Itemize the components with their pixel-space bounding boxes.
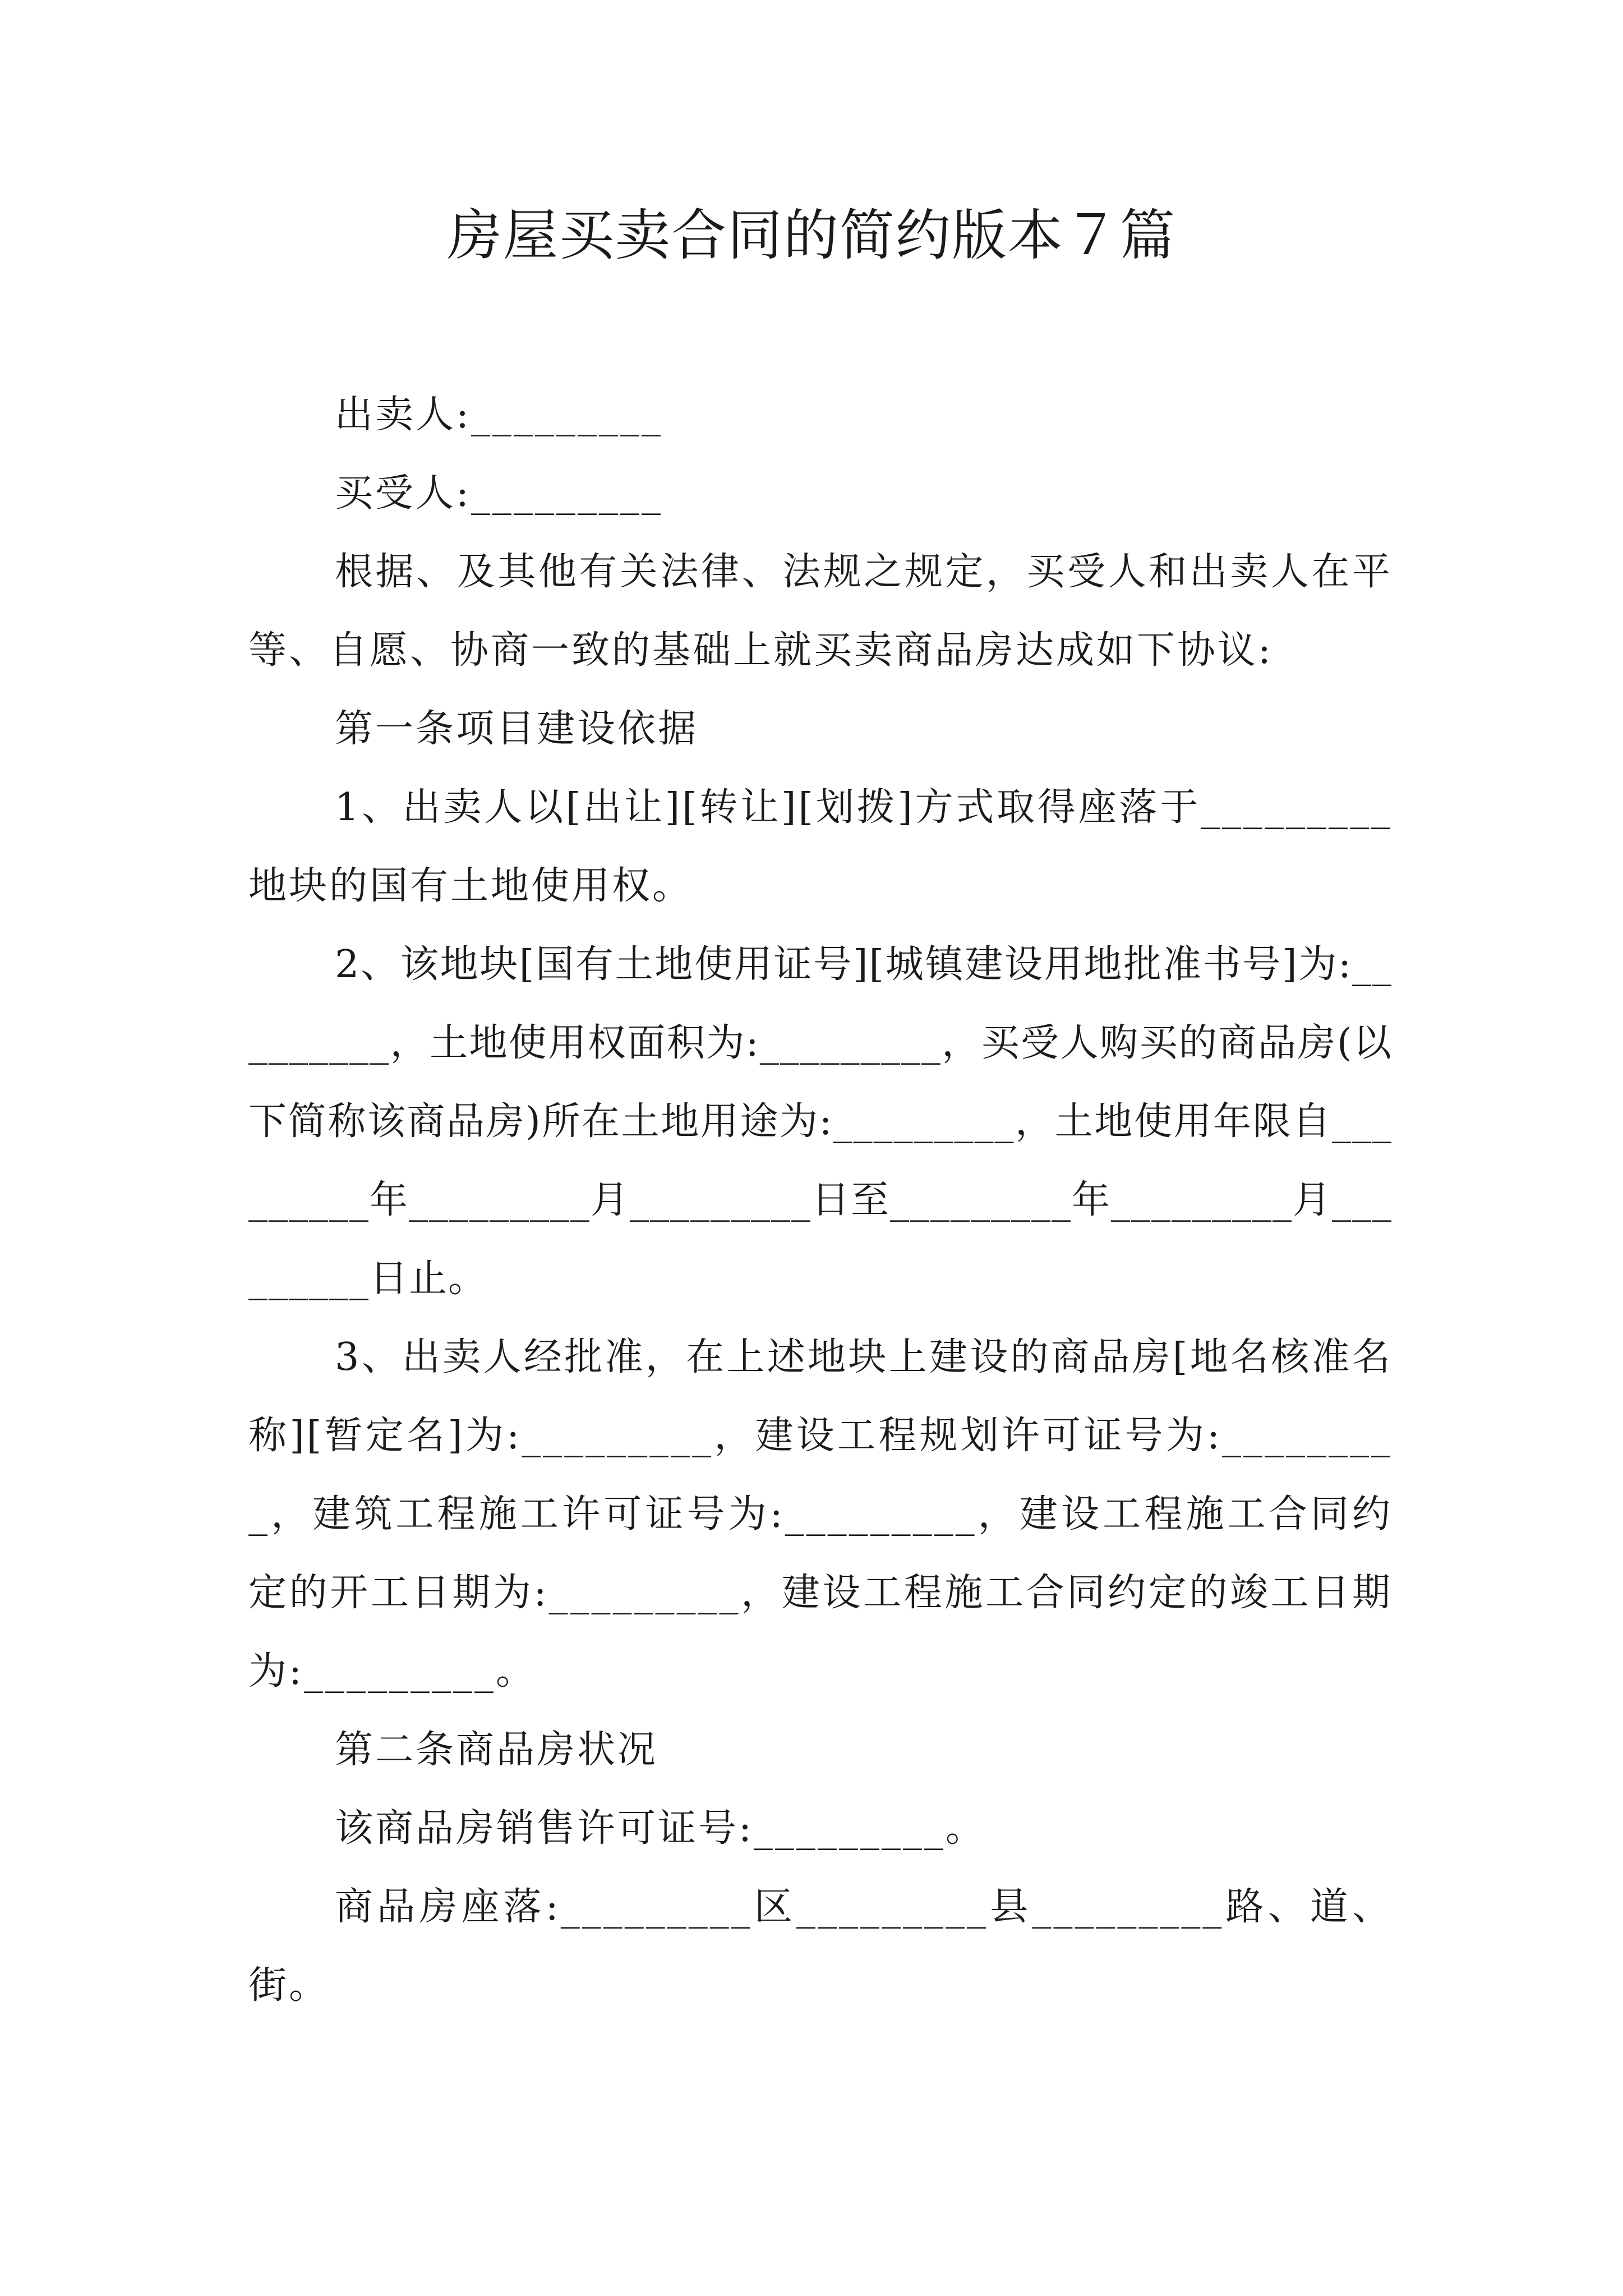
- seller-line: 出卖人:_________: [335, 393, 663, 437]
- document-body: [248, 376, 1393, 2025]
- buyer-line: 买受人:_________: [335, 471, 663, 516]
- article-1-clause-3: 3、出卖人经批准，在上述地块上建设的商品房[地名核准名称][暂定名]为:_________，建设工程规划许可证号为:_________，建筑工程施工许可证号为:_________，建设工程施工合同约定的开工日期为:_________，建设工程施工合同约定的竣工日期为:_________。: [248, 1335, 1393, 1694]
- article-2-heading: 第二条商品房状况: [335, 1728, 658, 1772]
- document-title: 房屋买卖合同的简约版本７篇: [446, 204, 1176, 268]
- sales-permit-line: 该商品房销售许可证号:_________。: [335, 1806, 986, 1851]
- article-1-clause-1: 1、出卖人以[出让][转让][划拨]方式取得座落于_________地块的国有土地使用权。: [248, 785, 1393, 908]
- article-1-clause-2: 2、该地块[国有土地使用证号][城镇建设用地批准书号]为:_________，土地使用权面积为:_________，买受人购买的商品房(以下简称该商品房)所在土地用途为:_________，土地使用年限自_________年_________月_________日至_________年_________月_________日止。: [248, 942, 1393, 1301]
- property-location-line: 商品房座落:_________区_________县_________路、道、街。: [248, 1885, 1393, 2008]
- article-1-heading: 第一条项目建设依据: [335, 707, 699, 751]
- preamble-paragraph: 根据、及其他有关法律、法规之规定，买受人和出卖人在平等、自愿、协商一致的基础上就买卖商品房达成如下协议:: [248, 550, 1393, 673]
